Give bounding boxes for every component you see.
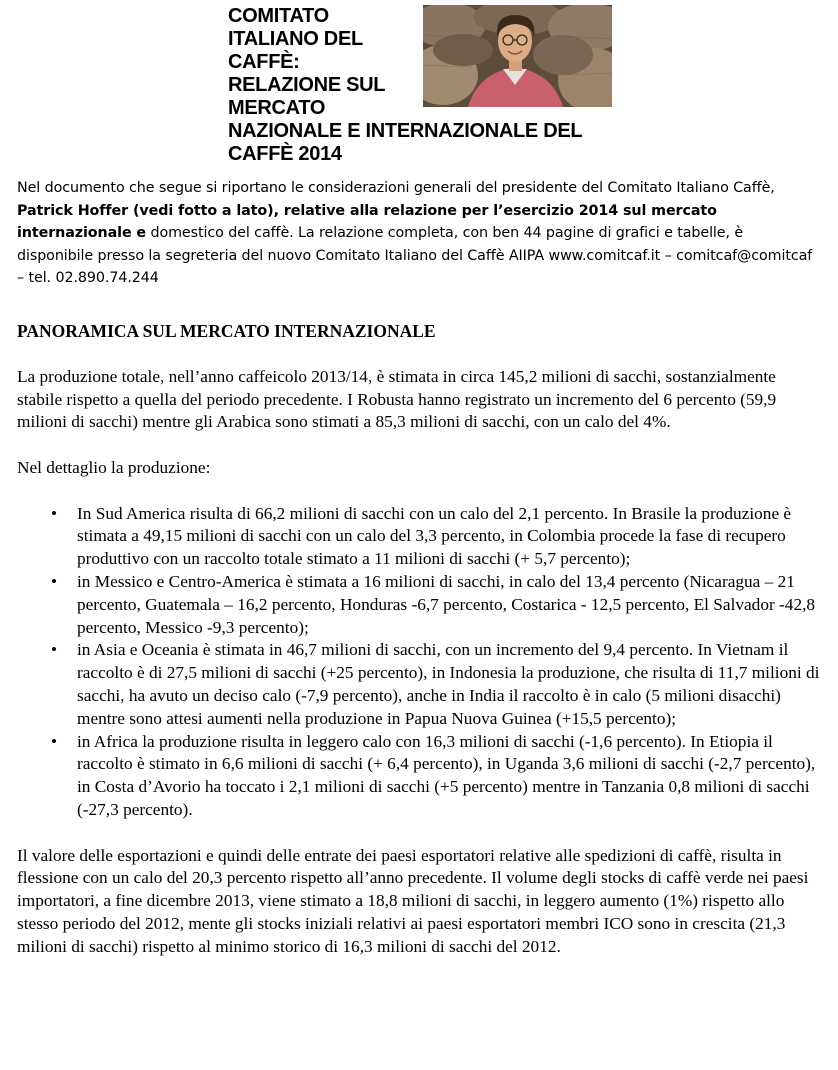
intro-bold-text: Patrick Hoffer (vedi fotto a lato), relative alla relazione per l’esercizio 2014 sul mercato internazionale e	[17, 202, 717, 241]
main-content	[17, 320, 823, 981]
list-item-asia-oceania: • in Asia e Oceania è stimata in 46,7 milioni di sacchi, con un incremento del 9,4 percento. In Vietnam il raccolto è di 27,5 milioni di sacchi (+25 percento), in Indonesia la produzione, che risulta di 11,7 milioni di sacchi, ha avuto un deciso calo (-7,9 percento), anche in India il raccolto è in calo (5 milioni disacchi) mentre sono attesi aumenti nella produzione in Papua Nuova Guinea (+15,5 percento);	[17, 639, 823, 730]
president-photo	[423, 5, 612, 107]
section-heading: PANORAMICA SUL MERCATO INTERNAZIONALE	[17, 321, 436, 341]
intro-paragraph	[17, 177, 823, 290]
intro-text-start: Nel documento che segue si riportano le considerazioni generali del presidente del Comitato Italiano Caffè,	[17, 180, 775, 196]
production-list	[17, 503, 823, 822]
list-item-south-america: • In Sud America risulta di 66,2 milioni di sacchi con un calo del 2,1 percento. In Brasile la produzione è stimata a 49,15 milioni di sacchi con un calo del 3,3 percento, in Colombia procede la fase di recupero produttivo con un raccolto totale stimato a 11 milioni di sacchi (+ 5,7 percento);	[17, 503, 823, 571]
paragraph-detail-intro: Nel dettaglio la produzione:	[17, 457, 211, 477]
paragraph-production-total: La produzione totale, nell’anno caffeicolo 2013/14, è stimata in circa 145,2 milioni di sacchi, sostanzialmente stabile rispetto a quella del periodo precedente. I Robusta hanno registrato un incremento del 6 percento (59,9 milioni di sacchi) mentre gli Arabica sono stimati a 85,3 milioni di sacchi, con un calo del 4%.	[17, 366, 777, 432]
document-title: COMITATO ITALIANO DEL CAFFÈ: RELAZIONE SUL MERCATO NAZIONALE E INTERNAZIONALE DEL CAFFÈ 2014	[228, 5, 583, 165]
intro-text-end: domestico del caffè. La relazione completa, con ben 44 pagine di grafici e tabelle, è disponibile presso la segreteria del nuovo Comitato Italiano del Caffè AIIPA www.comitcaf.it – comitcaf@comitcaf – tel. 02.890.74.244	[17, 225, 813, 286]
paragraph-exports-stocks: Il valore delle esportazioni e quindi delle entrate dei paesi esportatori relative alle spedizioni di caffè, risulta in flessione con un calo del 20,3 percento rispetto all’anno precedente. Il volume degli stocks di caffè verde nei paesi importatori, a fine dicembre 2013, viene stimato a 18,8 milioni di sacchi, in leggero aumento (1%) rispetto allo stesso periodo del 2012, mente gli stocks iniziali relativi ai paesi esportatori membri ICO sono in crescita (21,3 milioni di sacchi) rispetto al minimo storico di 16,3 milioni di sacchi del 2012.	[17, 845, 809, 956]
list-item-africa: • in Africa la produzione risulta in leggero calo con 16,3 milioni di sacchi (-1,6 percento). In Etiopia il raccolto è stimato in 6,6 milioni di sacchi (+ 6,4 percento), in Uganda 3,6 milioni di sacchi (-2,7 percento), in Costa d’Avorio ha toccato i 2,1 milioni di sacchi (+5 percento) mentre in Tanzania 0,8 milioni di sacchi (-27,3 percento).	[17, 731, 823, 822]
list-item-central-america: • in Messico e Centro-America è stimata a 16 milioni di sacchi, in calo del 13,4 percento (Nicaragua – 21 percento, Guatemala – 16,2 percento, Honduras -6,7 percento, Costarica - 12,5 percento, El Salvador -42,8 percento, Messico -9,3 percento);	[17, 571, 823, 639]
